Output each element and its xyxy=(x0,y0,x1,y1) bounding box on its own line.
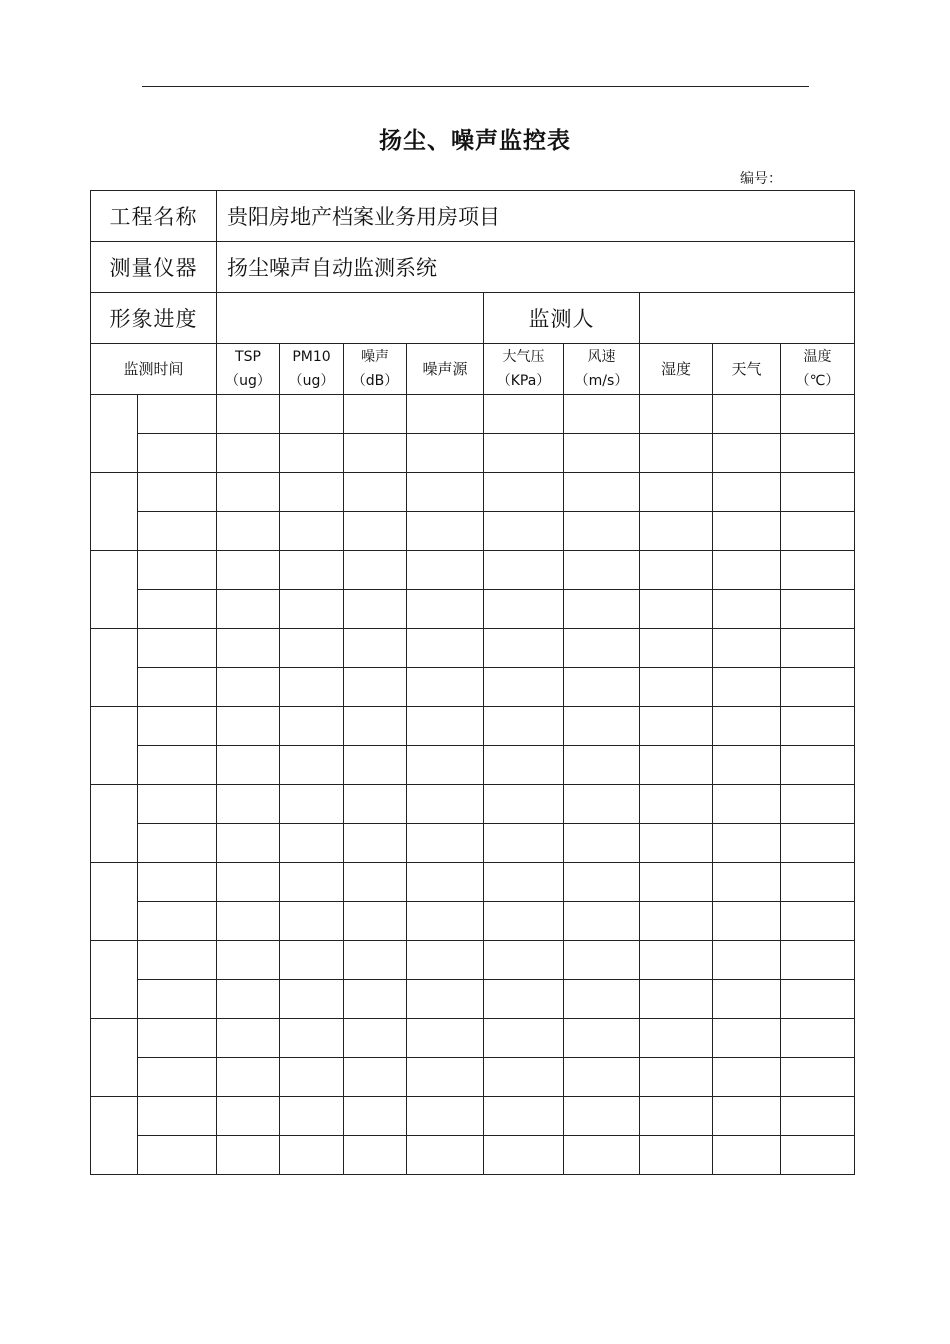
value-cell[interactable] xyxy=(344,434,407,473)
value-cell[interactable] xyxy=(564,551,640,590)
header-humidity xyxy=(640,344,713,395)
value-cell[interactable] xyxy=(484,1058,564,1097)
value-cell[interactable] xyxy=(713,980,781,1019)
value-cell[interactable] xyxy=(407,1097,484,1136)
table-row xyxy=(91,863,855,902)
time-cell[interactable] xyxy=(138,1097,217,1136)
value-cell[interactable] xyxy=(484,707,564,746)
time-cell[interactable] xyxy=(138,551,217,590)
value-cell[interactable] xyxy=(280,902,344,941)
value-cell[interactable] xyxy=(564,1097,640,1136)
value-cell[interactable] xyxy=(217,902,280,941)
value-cell[interactable] xyxy=(713,941,781,980)
instrument-value: 扬尘噪声自动监测系统 xyxy=(217,242,855,293)
table-row xyxy=(91,473,855,512)
progress-value[interactable] xyxy=(217,293,484,344)
time-cell[interactable] xyxy=(138,668,217,707)
header-noise-source xyxy=(407,344,484,395)
value-cell[interactable] xyxy=(407,395,484,434)
value-cell[interactable] xyxy=(280,1136,344,1175)
value-cell[interactable] xyxy=(217,512,280,551)
table-row xyxy=(91,590,855,629)
value-cell[interactable] xyxy=(640,1058,713,1097)
value-cell[interactable] xyxy=(280,395,344,434)
value-cell[interactable] xyxy=(640,707,713,746)
table-row xyxy=(91,980,855,1019)
value-cell[interactable] xyxy=(407,1058,484,1097)
value-cell[interactable] xyxy=(781,902,855,941)
table-row xyxy=(91,785,855,824)
date-cell[interactable] xyxy=(91,863,138,941)
value-cell[interactable] xyxy=(564,434,640,473)
value-cell[interactable] xyxy=(713,395,781,434)
value-cell[interactable] xyxy=(484,590,564,629)
time-cell[interactable] xyxy=(138,1058,217,1097)
value-cell[interactable] xyxy=(713,1019,781,1058)
time-cell[interactable] xyxy=(138,863,217,902)
value-cell[interactable] xyxy=(484,395,564,434)
value-cell[interactable] xyxy=(407,512,484,551)
value-cell[interactable] xyxy=(407,1136,484,1175)
time-cell[interactable] xyxy=(138,1019,217,1058)
value-cell[interactable] xyxy=(564,785,640,824)
value-cell[interactable] xyxy=(344,863,407,902)
header-tsp-name: TSP xyxy=(235,349,261,365)
value-cell[interactable] xyxy=(640,590,713,629)
value-cell[interactable] xyxy=(781,863,855,902)
value-cell[interactable] xyxy=(640,434,713,473)
value-cell[interactable] xyxy=(407,785,484,824)
header-humidity-label: 湿度 xyxy=(660,360,691,378)
time-cell[interactable] xyxy=(138,1136,217,1175)
value-cell[interactable] xyxy=(280,590,344,629)
monitor-value[interactable] xyxy=(640,293,855,344)
value-cell[interactable] xyxy=(280,785,344,824)
value-cell[interactable] xyxy=(217,1019,280,1058)
project-value: 贵阳房地产档案业务用房项目 xyxy=(217,191,855,242)
value-cell[interactable] xyxy=(280,512,344,551)
date-cell[interactable] xyxy=(91,707,138,785)
value-cell[interactable] xyxy=(344,902,407,941)
value-cell[interactable] xyxy=(280,746,344,785)
table-row xyxy=(91,824,855,863)
header-pressure-unit: （KPa） xyxy=(496,373,551,389)
column-header-row xyxy=(91,344,855,395)
value-cell[interactable] xyxy=(640,1136,713,1175)
number-label: 编号： xyxy=(740,171,782,187)
value-cell[interactable] xyxy=(484,434,564,473)
value-cell[interactable] xyxy=(713,746,781,785)
value-cell[interactable] xyxy=(217,473,280,512)
value-cell[interactable] xyxy=(564,707,640,746)
value-cell[interactable] xyxy=(781,434,855,473)
progress-label: 形象进度 xyxy=(91,293,217,344)
value-cell[interactable] xyxy=(344,746,407,785)
table-row xyxy=(91,551,855,590)
value-cell[interactable] xyxy=(217,434,280,473)
page-title: 扬尘、噪声监控表 xyxy=(379,128,571,154)
value-cell[interactable] xyxy=(344,590,407,629)
value-cell[interactable] xyxy=(484,629,564,668)
value-cell[interactable] xyxy=(407,824,484,863)
value-cell[interactable] xyxy=(713,551,781,590)
value-cell[interactable] xyxy=(344,1097,407,1136)
header-wind-name: 风速 xyxy=(587,349,616,365)
value-cell[interactable] xyxy=(217,629,280,668)
value-cell[interactable] xyxy=(640,629,713,668)
value-cell[interactable] xyxy=(217,785,280,824)
date-cell[interactable] xyxy=(91,629,138,707)
header-noise-source-label: 噪声源 xyxy=(422,360,468,378)
value-cell[interactable] xyxy=(640,941,713,980)
value-cell[interactable] xyxy=(781,629,855,668)
value-cell[interactable] xyxy=(217,707,280,746)
value-cell[interactable] xyxy=(713,1058,781,1097)
value-cell[interactable] xyxy=(280,473,344,512)
value-cell[interactable] xyxy=(217,590,280,629)
value-cell[interactable] xyxy=(484,1019,564,1058)
value-cell[interactable] xyxy=(344,980,407,1019)
header-wind-unit: （m/s） xyxy=(574,373,629,389)
value-cell[interactable] xyxy=(217,551,280,590)
date-cell[interactable] xyxy=(91,1019,138,1097)
value-cell[interactable] xyxy=(781,473,855,512)
value-cell[interactable] xyxy=(781,1058,855,1097)
time-cell[interactable] xyxy=(138,512,217,551)
value-cell[interactable] xyxy=(564,941,640,980)
value-cell[interactable] xyxy=(407,746,484,785)
value-cell[interactable] xyxy=(484,668,564,707)
value-cell[interactable] xyxy=(217,1097,280,1136)
value-cell[interactable] xyxy=(564,1019,640,1058)
value-cell[interactable] xyxy=(280,863,344,902)
value-cell[interactable] xyxy=(484,746,564,785)
value-cell[interactable] xyxy=(407,551,484,590)
table-row xyxy=(91,1136,855,1175)
value-cell[interactable] xyxy=(344,785,407,824)
value-cell[interactable] xyxy=(344,395,407,434)
value-cell[interactable] xyxy=(280,629,344,668)
time-cell[interactable] xyxy=(138,707,217,746)
monitoring-table xyxy=(90,190,855,1175)
value-cell[interactable] xyxy=(280,1097,344,1136)
header-temperature xyxy=(781,344,855,395)
value-cell[interactable] xyxy=(564,1058,640,1097)
header-tsp xyxy=(217,344,280,395)
time-cell[interactable] xyxy=(138,746,217,785)
instrument-row xyxy=(91,242,855,293)
header-pm10 xyxy=(280,344,344,395)
value-cell[interactable] xyxy=(781,668,855,707)
value-cell[interactable] xyxy=(640,863,713,902)
value-cell[interactable] xyxy=(640,551,713,590)
table-row xyxy=(91,1058,855,1097)
time-cell[interactable] xyxy=(138,824,217,863)
table-row xyxy=(91,629,855,668)
table-row xyxy=(91,902,855,941)
time-cell[interactable] xyxy=(138,980,217,1019)
progress-row xyxy=(91,293,855,344)
value-cell[interactable] xyxy=(640,1097,713,1136)
value-cell[interactable] xyxy=(713,1097,781,1136)
value-cell[interactable] xyxy=(713,668,781,707)
time-cell[interactable] xyxy=(138,902,217,941)
table-row xyxy=(91,395,855,434)
value-cell[interactable] xyxy=(640,902,713,941)
table-row xyxy=(91,668,855,707)
table-row xyxy=(91,707,855,746)
time-cell[interactable] xyxy=(138,434,217,473)
value-cell[interactable] xyxy=(484,1097,564,1136)
value-cell[interactable] xyxy=(564,395,640,434)
table-row xyxy=(91,746,855,785)
value-cell[interactable] xyxy=(640,824,713,863)
header-noise-name: 噪声 xyxy=(361,349,389,365)
value-cell[interactable] xyxy=(564,668,640,707)
header-wind xyxy=(564,344,640,395)
value-cell[interactable] xyxy=(407,980,484,1019)
value-cell[interactable] xyxy=(781,980,855,1019)
value-cell[interactable] xyxy=(781,1136,855,1175)
value-cell[interactable] xyxy=(407,902,484,941)
header-time xyxy=(91,344,217,395)
value-cell[interactable] xyxy=(564,863,640,902)
value-cell[interactable] xyxy=(344,512,407,551)
value-cell[interactable] xyxy=(217,395,280,434)
header-temperature-name: 温度 xyxy=(803,349,832,365)
value-cell[interactable] xyxy=(781,824,855,863)
value-cell[interactable] xyxy=(713,863,781,902)
value-cell[interactable] xyxy=(344,1019,407,1058)
instrument-label: 测量仪器 xyxy=(91,242,217,293)
value-cell[interactable] xyxy=(564,746,640,785)
value-cell[interactable] xyxy=(344,707,407,746)
date-cell[interactable] xyxy=(91,551,138,629)
value-cell[interactable] xyxy=(280,941,344,980)
value-cell[interactable] xyxy=(781,590,855,629)
value-cell[interactable] xyxy=(640,746,713,785)
value-cell[interactable] xyxy=(781,395,855,434)
value-cell[interactable] xyxy=(713,473,781,512)
header-noise-unit: （dB） xyxy=(351,373,399,389)
value-cell[interactable] xyxy=(484,551,564,590)
header-noise xyxy=(344,344,407,395)
value-cell[interactable] xyxy=(407,629,484,668)
value-cell[interactable] xyxy=(484,980,564,1019)
value-cell[interactable] xyxy=(781,707,855,746)
table-row xyxy=(91,941,855,980)
value-cell[interactable] xyxy=(640,395,713,434)
value-cell[interactable] xyxy=(280,668,344,707)
value-cell[interactable] xyxy=(280,707,344,746)
value-cell[interactable] xyxy=(484,824,564,863)
value-cell[interactable] xyxy=(280,1019,344,1058)
value-cell[interactable] xyxy=(407,1019,484,1058)
value-cell[interactable] xyxy=(280,980,344,1019)
value-cell[interactable] xyxy=(640,668,713,707)
project-row xyxy=(91,191,855,242)
value-cell[interactable] xyxy=(344,1136,407,1175)
value-cell[interactable] xyxy=(640,512,713,551)
value-cell[interactable] xyxy=(713,824,781,863)
value-cell[interactable] xyxy=(640,473,713,512)
value-cell[interactable] xyxy=(217,1058,280,1097)
date-cell[interactable] xyxy=(91,1097,138,1175)
time-cell[interactable] xyxy=(138,590,217,629)
value-cell[interactable] xyxy=(217,941,280,980)
value-cell[interactable] xyxy=(713,1136,781,1175)
project-label: 工程名称 xyxy=(91,191,217,242)
time-cell[interactable] xyxy=(138,941,217,980)
value-cell[interactable] xyxy=(484,785,564,824)
value-cell[interactable] xyxy=(713,785,781,824)
value-cell[interactable] xyxy=(564,629,640,668)
value-cell[interactable] xyxy=(713,434,781,473)
header-temperature-unit: （℃） xyxy=(795,373,840,389)
value-cell[interactable] xyxy=(407,707,484,746)
date-cell[interactable] xyxy=(91,395,138,473)
value-cell[interactable] xyxy=(564,980,640,1019)
value-cell[interactable] xyxy=(564,824,640,863)
value-cell[interactable] xyxy=(640,980,713,1019)
time-cell[interactable] xyxy=(138,395,217,434)
value-cell[interactable] xyxy=(280,551,344,590)
table-row xyxy=(91,1097,855,1136)
header-weather xyxy=(713,344,781,395)
value-cell[interactable] xyxy=(713,902,781,941)
value-cell[interactable] xyxy=(781,1019,855,1058)
value-cell[interactable] xyxy=(781,1097,855,1136)
value-cell[interactable] xyxy=(407,473,484,512)
header-pressure-name: 大气压 xyxy=(502,349,545,365)
value-cell[interactable] xyxy=(217,1136,280,1175)
time-cell[interactable] xyxy=(138,785,217,824)
time-cell[interactable] xyxy=(138,629,217,668)
value-cell[interactable] xyxy=(217,863,280,902)
value-cell[interactable] xyxy=(407,434,484,473)
value-cell[interactable] xyxy=(344,473,407,512)
value-cell[interactable] xyxy=(217,746,280,785)
monitor-label: 监测人 xyxy=(484,293,640,344)
value-cell[interactable] xyxy=(344,1058,407,1097)
date-cell[interactable] xyxy=(91,941,138,1019)
header-weather-label: 天气 xyxy=(731,360,762,378)
value-cell[interactable] xyxy=(484,902,564,941)
value-cell[interactable] xyxy=(781,551,855,590)
value-cell[interactable] xyxy=(280,434,344,473)
value-cell[interactable] xyxy=(407,941,484,980)
value-cell[interactable] xyxy=(781,746,855,785)
value-cell[interactable] xyxy=(484,941,564,980)
header-time-label: 监测时间 xyxy=(123,360,184,378)
value-cell[interactable] xyxy=(407,668,484,707)
date-cell[interactable] xyxy=(91,785,138,863)
table-row xyxy=(91,1019,855,1058)
value-cell[interactable] xyxy=(407,590,484,629)
value-cell[interactable] xyxy=(781,785,855,824)
value-cell[interactable] xyxy=(217,668,280,707)
date-cell[interactable] xyxy=(91,473,138,551)
value-cell[interactable] xyxy=(280,1058,344,1097)
value-cell[interactable] xyxy=(713,707,781,746)
header-rule xyxy=(142,86,809,87)
header-pressure xyxy=(484,344,564,395)
value-cell[interactable] xyxy=(344,629,407,668)
value-cell[interactable] xyxy=(713,629,781,668)
value-cell[interactable] xyxy=(640,1019,713,1058)
value-cell[interactable] xyxy=(713,590,781,629)
header-tsp-unit: （ug） xyxy=(225,373,271,389)
value-cell[interactable] xyxy=(564,1136,640,1175)
value-cell[interactable] xyxy=(564,902,640,941)
value-cell[interactable] xyxy=(781,941,855,980)
value-cell[interactable] xyxy=(484,512,564,551)
value-cell[interactable] xyxy=(781,512,855,551)
value-cell[interactable] xyxy=(713,512,781,551)
value-cell[interactable] xyxy=(344,551,407,590)
value-cell[interactable] xyxy=(344,824,407,863)
value-cell[interactable] xyxy=(564,512,640,551)
value-cell[interactable] xyxy=(484,863,564,902)
table-row xyxy=(91,434,855,473)
value-cell[interactable] xyxy=(344,941,407,980)
value-cell[interactable] xyxy=(407,863,484,902)
value-cell[interactable] xyxy=(564,590,640,629)
table-row xyxy=(91,512,855,551)
value-cell[interactable] xyxy=(484,473,564,512)
value-cell[interactable] xyxy=(280,824,344,863)
value-cell[interactable] xyxy=(640,785,713,824)
value-cell[interactable] xyxy=(484,1136,564,1175)
header-pm10-name: PM10 xyxy=(292,349,331,365)
value-cell[interactable] xyxy=(217,980,280,1019)
header-pm10-unit: （ug） xyxy=(288,373,335,389)
value-cell[interactable] xyxy=(217,824,280,863)
value-cell[interactable] xyxy=(564,473,640,512)
time-cell[interactable] xyxy=(138,473,217,512)
value-cell[interactable] xyxy=(344,668,407,707)
